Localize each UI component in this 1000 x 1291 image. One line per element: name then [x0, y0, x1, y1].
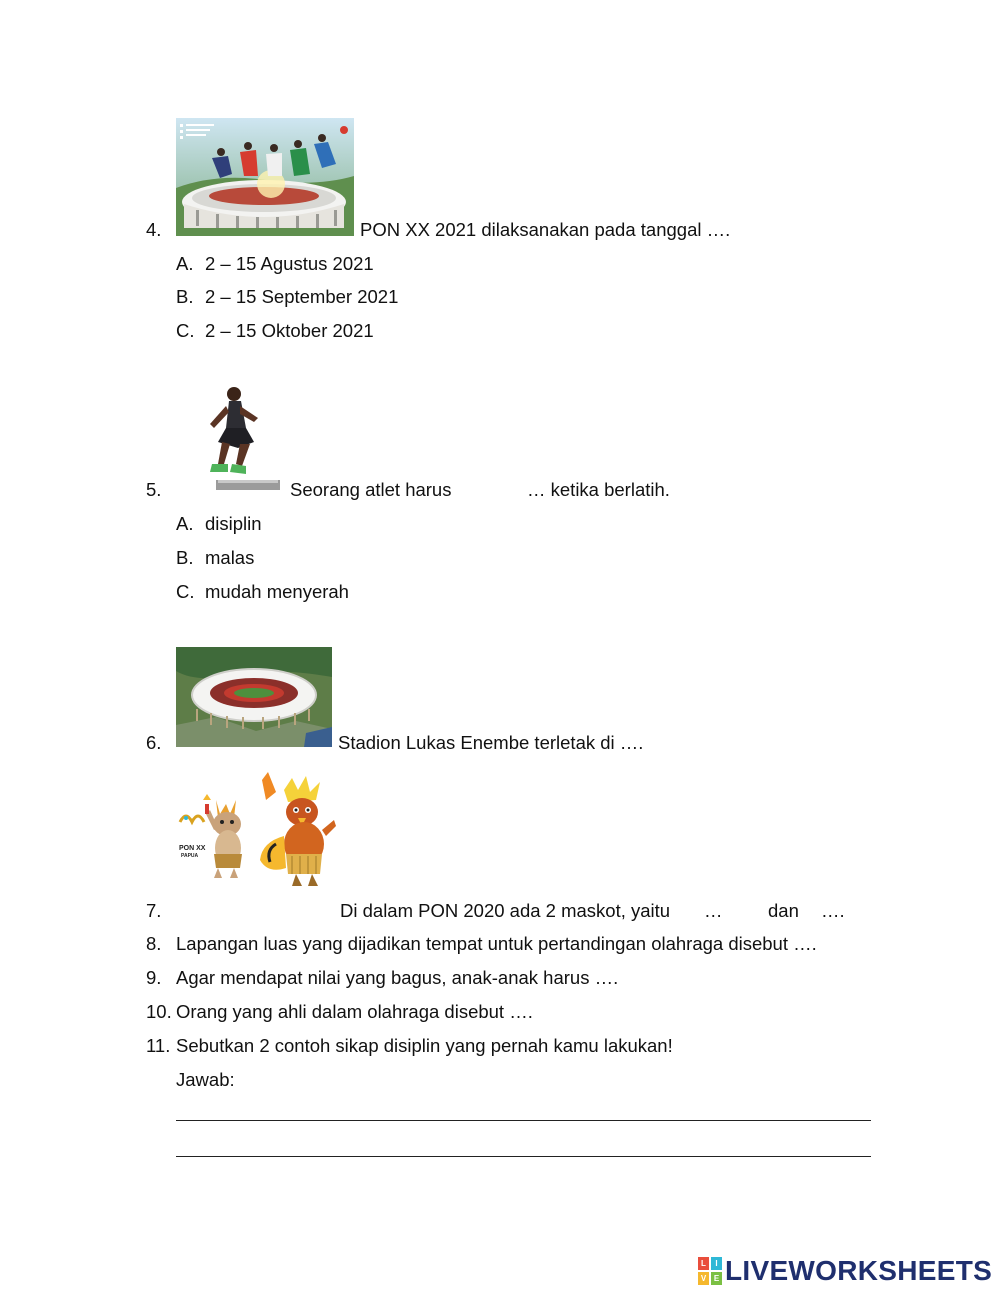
q4-option-c-text: 2 – 15 Oktober 2021 — [205, 320, 374, 341]
q4-option-c-letter: C. — [176, 320, 195, 341]
q5-number: 5. — [146, 479, 162, 500]
q6-number: 6. — [146, 732, 162, 753]
logo-tile-v: V — [698, 1272, 709, 1285]
q7-number: 7. — [146, 900, 162, 921]
logo-tile-i: I — [711, 1257, 722, 1270]
pon-mascots-image — [176, 770, 356, 892]
q5-option-b-letter: B. — [176, 547, 194, 568]
q5-option-c-letter: C. — [176, 581, 195, 602]
logo-tiles — [698, 1257, 722, 1285]
q4-option-b-letter: B. — [176, 286, 194, 307]
liveworksheets-logo — [698, 1256, 992, 1286]
answer-line-1[interactable] — [176, 1120, 871, 1121]
q4-option-b-text: 2 – 15 September 2021 — [205, 286, 399, 307]
logo-tile-l: L — [698, 1257, 709, 1270]
q6-question: Stadion Lukas Enembe terletak di …. — [338, 732, 644, 753]
q11-question: Sebutkan 2 contoh sikap disiplin yang pernah kamu lakukan! — [176, 1035, 673, 1056]
q9-question: Agar mendapat nilai yang bagus, anak-anak harus …. — [176, 967, 619, 988]
q4-option-a-text: 2 – 15 Agustus 2021 — [205, 253, 374, 274]
q9-number: 9. — [146, 967, 162, 988]
brand-name: LIVEWORKSHEETS — [725, 1255, 993, 1286]
answer-line-2[interactable] — [176, 1156, 871, 1157]
pon-logo-text: PON XX — [179, 845, 206, 852]
q7-blank-2: …. — [821, 900, 845, 921]
q10-question: Orang yang ahli dalam olahraga disebut …. — [176, 1001, 533, 1022]
q4-option-a-letter: A. — [176, 253, 194, 274]
q7-question: Di dalam PON 2020 ada 2 maskot, yaitu — [340, 900, 671, 921]
q5-question-start: Seorang atlet harus — [290, 479, 452, 500]
q7-blank-1: … — [704, 900, 723, 921]
q5-option-a-letter: A. — [176, 513, 194, 534]
q8-question: Lapangan luas yang dijadikan tempat untuk pertandingan olahraga disebut …. — [176, 933, 817, 954]
q4-question: PON XX 2021 dilaksanakan pada tanggal …. — [360, 219, 731, 240]
answer-label: Jawab: — [176, 1069, 235, 1090]
q10-number: 10. — [146, 1001, 172, 1022]
logo-tile-e: E — [711, 1272, 722, 1285]
q5-question-end: … ketika berlatih. — [527, 479, 670, 500]
q8-number: 8. — [146, 933, 162, 954]
q7-conjunction: dan — [768, 900, 799, 921]
q5-option-a-text: disiplin — [205, 513, 262, 534]
athlete-jump-image — [196, 384, 284, 496]
stadium-image — [176, 647, 332, 747]
q4-number: 4. — [146, 219, 162, 240]
q5-option-b-text: malas — [205, 547, 255, 568]
pon-poster-image — [176, 118, 354, 236]
q5-option-c-text: mudah menyerah — [205, 581, 349, 602]
q11-number: 11. — [146, 1035, 171, 1056]
pon-logo-sub: PAPUA — [181, 853, 199, 859]
